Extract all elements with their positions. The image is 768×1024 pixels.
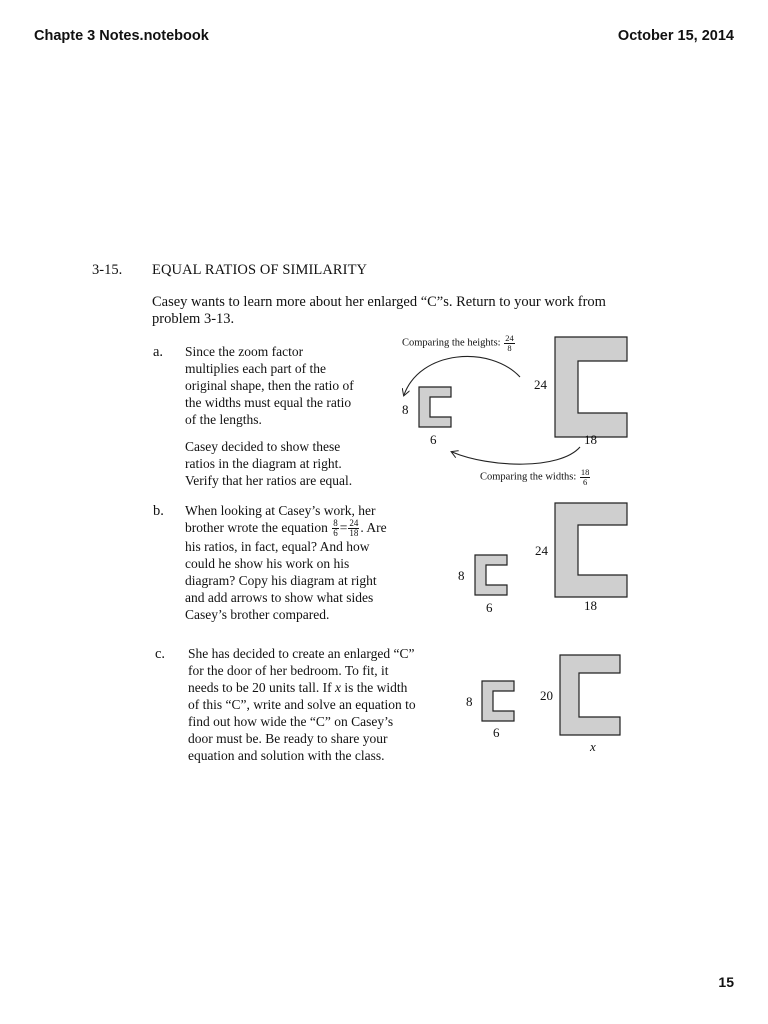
big-c-shape-b bbox=[554, 502, 628, 598]
small-c-shape-a bbox=[418, 386, 452, 428]
part-c-text bbox=[188, 645, 453, 764]
small-width-label-c: 6 bbox=[493, 725, 500, 740]
text-line: Casey’s brother compared. bbox=[185, 607, 330, 623]
big-height-label-b: 24 bbox=[535, 543, 548, 558]
eq-right-fraction bbox=[348, 519, 359, 538]
big-width-label-c: x bbox=[590, 739, 596, 754]
small-width-label-a: 6 bbox=[430, 432, 437, 447]
small-height-label-c: 8 bbox=[466, 694, 473, 709]
part-c-label: c. bbox=[155, 646, 166, 662]
widths-fraction bbox=[580, 468, 591, 486]
fraction-numerator: 8 bbox=[333, 518, 338, 529]
fraction-numerator: 24 bbox=[505, 333, 514, 343]
part-a-label: a. bbox=[153, 344, 164, 360]
problem-number: 3-15. bbox=[92, 262, 123, 278]
text-fragment: needs to be 20 units tall. If bbox=[188, 680, 335, 695]
heights-fraction bbox=[504, 334, 515, 352]
small-c-shape-b bbox=[474, 554, 508, 596]
text-fragment: . Are bbox=[360, 520, 387, 535]
text-line: of this “C”, write and solve an equation to bbox=[188, 697, 416, 712]
fraction-numerator: 18 bbox=[580, 467, 590, 477]
text-line: multiplies each part of the bbox=[185, 361, 326, 376]
notebook-title: Chapte 3 Notes.notebook bbox=[34, 28, 209, 44]
part-b-text bbox=[185, 502, 440, 623]
text-line: and add arrows to show what sides bbox=[185, 590, 374, 606]
variable-x: x bbox=[334, 680, 341, 695]
small-height-label-a: 8 bbox=[402, 402, 409, 417]
big-height-label-c: 20 bbox=[540, 688, 553, 703]
text-line: door must be. Be ready to share your bbox=[188, 731, 388, 746]
text-line-equation bbox=[185, 519, 440, 538]
fraction-denominator: 6 bbox=[333, 528, 338, 539]
text-line: Since the zoom factor bbox=[185, 344, 304, 359]
big-height-label-a: 24 bbox=[534, 377, 547, 392]
big-width-label-a: 18 bbox=[584, 432, 597, 447]
fraction-denominator: 6 bbox=[583, 476, 588, 487]
text-line: of the lengths. bbox=[185, 412, 262, 427]
small-height-label-b: 8 bbox=[458, 568, 465, 583]
small-width-label-b: 6 bbox=[486, 600, 493, 615]
text-line: the widths must equal the ratio bbox=[185, 395, 352, 410]
part-a-text-2 bbox=[185, 438, 390, 489]
big-c-shape-c bbox=[559, 654, 621, 736]
widths-arrow bbox=[452, 447, 580, 464]
eq-left-fraction bbox=[332, 519, 339, 538]
fraction-denominator: 8 bbox=[507, 342, 512, 353]
big-width-label-b: 18 bbox=[584, 598, 597, 613]
page-date: October 15, 2014 bbox=[617, 28, 734, 44]
text-fragment: brother wrote the equation bbox=[185, 520, 328, 535]
text-line-variable bbox=[188, 679, 453, 696]
caption-heights-text: Comparing the heights: bbox=[402, 337, 501, 349]
text-line: diagram? Copy his diagram at right bbox=[185, 573, 377, 589]
text-line: could he show his work on his bbox=[185, 556, 350, 572]
caption-widths bbox=[480, 468, 591, 486]
problem-title: EQUAL RATIOS OF SIMILARITY bbox=[152, 262, 368, 278]
text-line: ratios in the diagram at right. bbox=[185, 456, 342, 471]
text-fragment: is the width bbox=[340, 680, 408, 695]
small-c-shape-c bbox=[481, 680, 515, 722]
page-number: 15 bbox=[718, 974, 734, 990]
text-line: equation and solution with the class. bbox=[188, 748, 385, 763]
text-line: for the door of her bedroom. To fit, it bbox=[188, 663, 389, 678]
fraction-denominator: 18 bbox=[349, 528, 359, 539]
text-line: Casey decided to show these bbox=[185, 439, 341, 454]
part-a-text bbox=[185, 343, 390, 428]
text-line: his ratios, in fact, equal? And how bbox=[185, 539, 370, 555]
text-line: Verify that her ratios are equal. bbox=[185, 473, 353, 488]
equals-sign: = bbox=[339, 520, 348, 535]
big-c-shape-a bbox=[554, 336, 628, 438]
caption-widths-text: Comparing the widths: bbox=[480, 471, 577, 483]
text-line: find out how wide the “C” on Casey’s bbox=[188, 714, 394, 729]
text-line: When looking at Casey’s work, her bbox=[185, 503, 376, 518]
text-line: original shape, then the ratio of bbox=[185, 378, 354, 393]
problem-intro: Casey wants to learn more about her enlarged “C”s. Return to your work from problem 3-13. bbox=[152, 294, 606, 327]
text-line: She has decided to create an enlarged “C” bbox=[188, 646, 415, 661]
fraction-numerator: 24 bbox=[349, 518, 359, 529]
caption-heights bbox=[402, 334, 516, 352]
part-b-label: b. bbox=[153, 503, 164, 519]
